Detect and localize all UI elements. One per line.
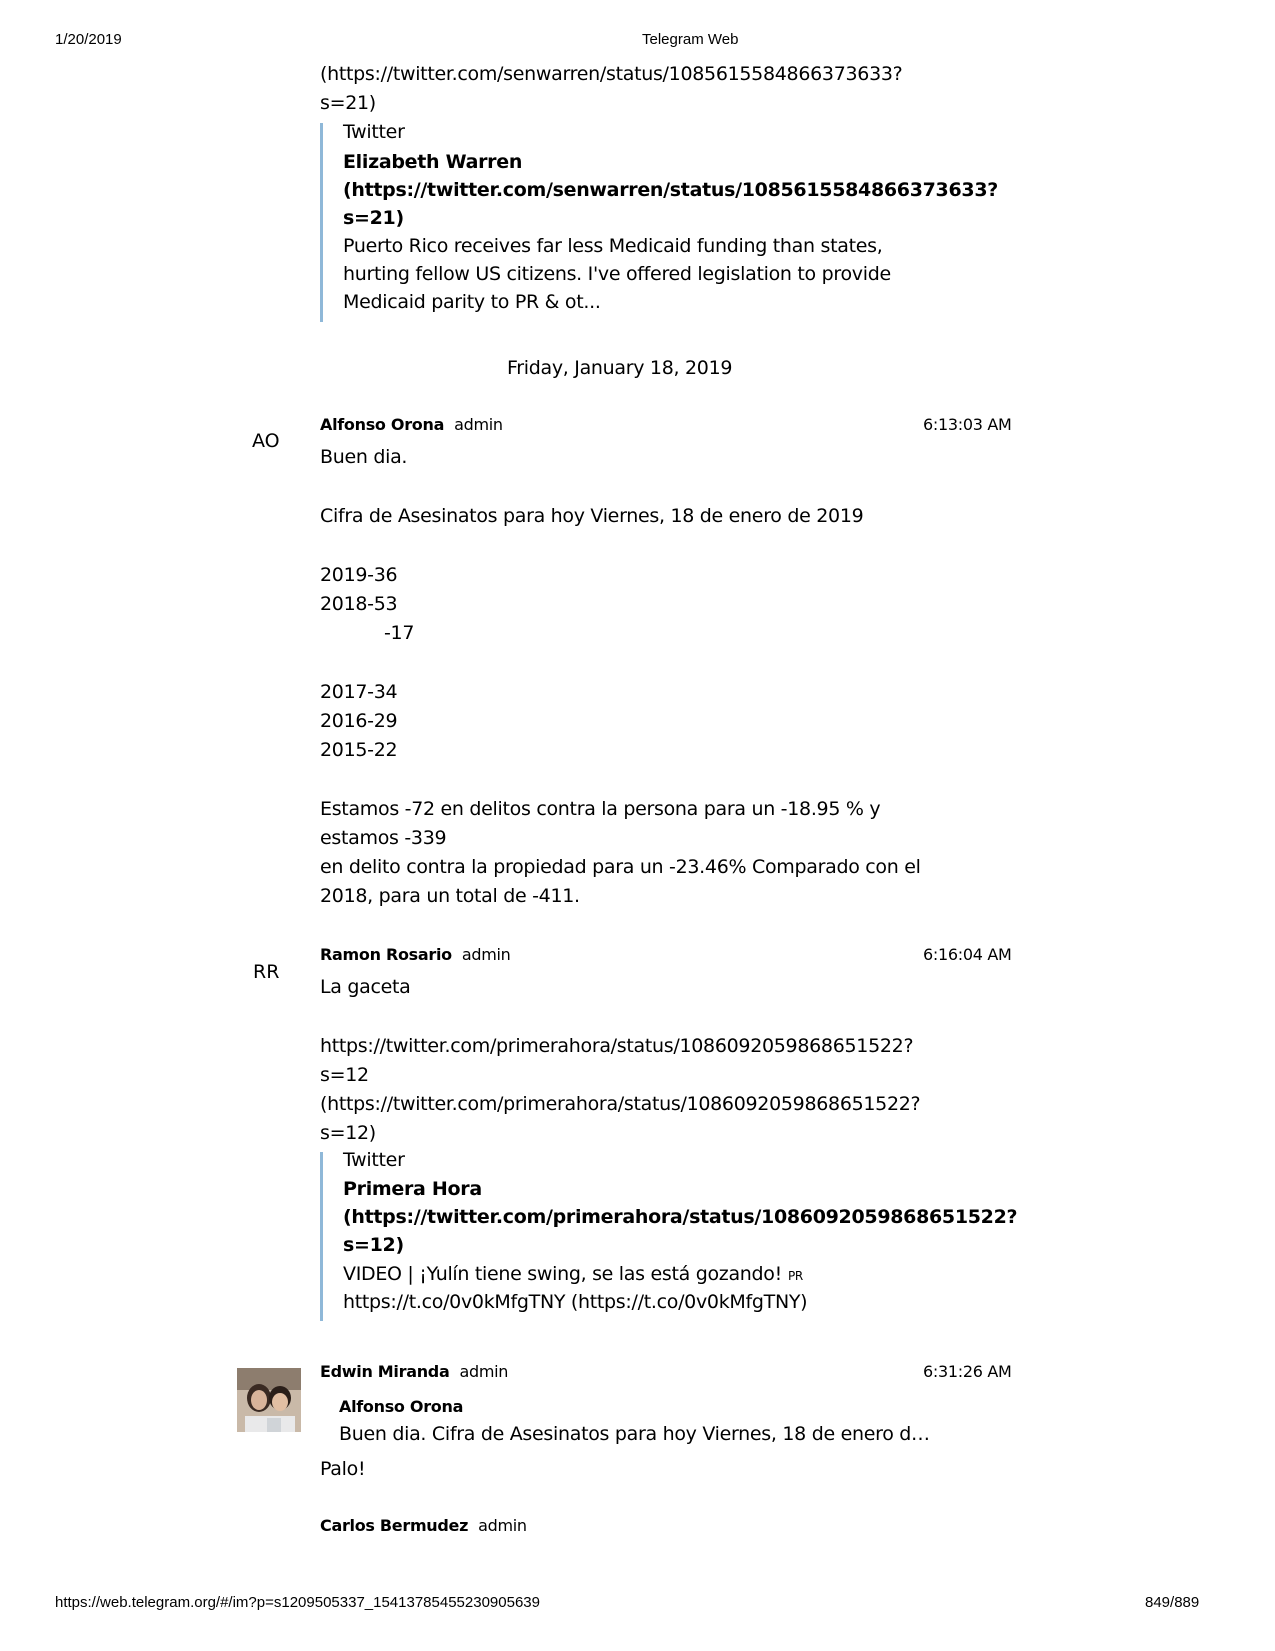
preview-description-text: VIDEO | ¡Yulín tiene swing, se las está gozando! [343, 1263, 782, 1285]
avatar-photo-icon [237, 1368, 301, 1432]
message-author[interactable] [320, 1357, 508, 1386]
author-name[interactable]: Carlos Bermudez [320, 1516, 469, 1535]
message-text: 2018-53 [320, 593, 398, 615]
message-text: Cifra de Asesinatos para hoy Viernes, 18 de enero de 2019 [320, 505, 864, 527]
author-role: admin [459, 1362, 509, 1381]
message-text: La gaceta [320, 976, 411, 998]
preview-title: s=21) [343, 207, 404, 229]
message-text: -17 [384, 622, 415, 644]
avatar[interactable]: AO [252, 430, 280, 452]
link-preview-bar [320, 1152, 323, 1321]
reply-text[interactable]: Buen dia. Cifra de Asesinatos para hoy Viernes, 18 de enero d… [339, 1423, 930, 1445]
print-page-number: 849/889 [1145, 1594, 1200, 1611]
date-separator: Friday, January 18, 2019 [507, 357, 733, 379]
message-time: 6:13:03 AM [923, 415, 1012, 434]
preview-description: hurting fellow US citizens. I've offered legislation to provide [343, 263, 891, 285]
message-author[interactable] [320, 410, 503, 439]
preview-description: https://t.co/0v0kMfgTNY (https://t.co/0v0kMfgTNY) [343, 1291, 808, 1313]
message-link[interactable]: s=21) [320, 92, 376, 114]
message-author[interactable] [320, 940, 510, 969]
print-date: 1/20/2019 [55, 31, 122, 48]
message-text: estamos -339 [320, 827, 447, 849]
print-url: https://web.telegram.org/#/im?p=s1209505337_15413785455230905639 [55, 1594, 540, 1611]
message-text: en delito contra la propiedad para un -23.46% Comparado con el [320, 856, 921, 878]
message-link[interactable]: s=12) [320, 1122, 376, 1144]
preview-title: s=12) [343, 1234, 404, 1256]
print-title: Telegram Web [642, 31, 739, 48]
author-name[interactable]: Edwin Miranda [320, 1362, 450, 1381]
flag-badge: PR [787, 1269, 803, 1283]
message-time: 6:31:26 AM [923, 1362, 1012, 1381]
message-text: Estamos -72 en delitos contra la persona para un -18.95 % y [320, 798, 881, 820]
link-preview-bar [320, 123, 323, 322]
message-link[interactable]: s=12 [320, 1064, 369, 1086]
message-time: 6:16:04 AM [923, 945, 1012, 964]
author-role: admin [478, 1516, 527, 1535]
message-text: 2017-34 [320, 681, 398, 703]
preview-site: Twitter [343, 121, 405, 143]
avatar[interactable]: RR [253, 961, 280, 983]
preview-title: Primera Hora [343, 1178, 482, 1200]
link-preview-warren[interactable] [343, 118, 998, 328]
author-name[interactable]: Alfonso Orona [320, 415, 445, 434]
author-role: admin [454, 415, 503, 434]
avatar-photo[interactable] [237, 1368, 301, 1432]
message-text: 2018, para un total de -411. [320, 885, 580, 907]
author-role: admin [461, 945, 511, 964]
message-link[interactable]: (https://twitter.com/senwarren/status/1085615584866373633? [320, 63, 903, 85]
link-preview-primerahora[interactable] [343, 1146, 1018, 1326]
preview-title: Elizabeth Warren [343, 151, 523, 173]
preview-description: Medicaid parity to PR & ot... [343, 291, 601, 313]
preview-site: Twitter [343, 1149, 405, 1171]
message-text: 2015-22 [320, 739, 398, 761]
message-link[interactable]: (https://twitter.com/primerahora/status/1086092059868651522? [320, 1093, 921, 1115]
message-link[interactable]: https://twitter.com/primerahora/status/1086092059868651522? [320, 1035, 914, 1057]
preview-description: Puerto Rico receives far less Medicaid funding than states, [343, 235, 883, 257]
message-text: 2019-36 [320, 564, 398, 586]
preview-title: (https://twitter.com/primerahora/status/1086092059868651522? [343, 1206, 1018, 1228]
preview-title: (https://twitter.com/senwarren/status/1085615584866373633? [343, 179, 998, 201]
message-author[interactable] [320, 1511, 527, 1540]
preview-description [343, 1260, 803, 1291]
message-text: 2016-29 [320, 710, 398, 732]
reply-author[interactable]: Alfonso Orona [339, 1397, 464, 1416]
message-text: Buen dia. [320, 446, 408, 468]
message-text: Palo! [320, 1458, 366, 1480]
author-name[interactable]: Ramon Rosario [320, 945, 452, 964]
